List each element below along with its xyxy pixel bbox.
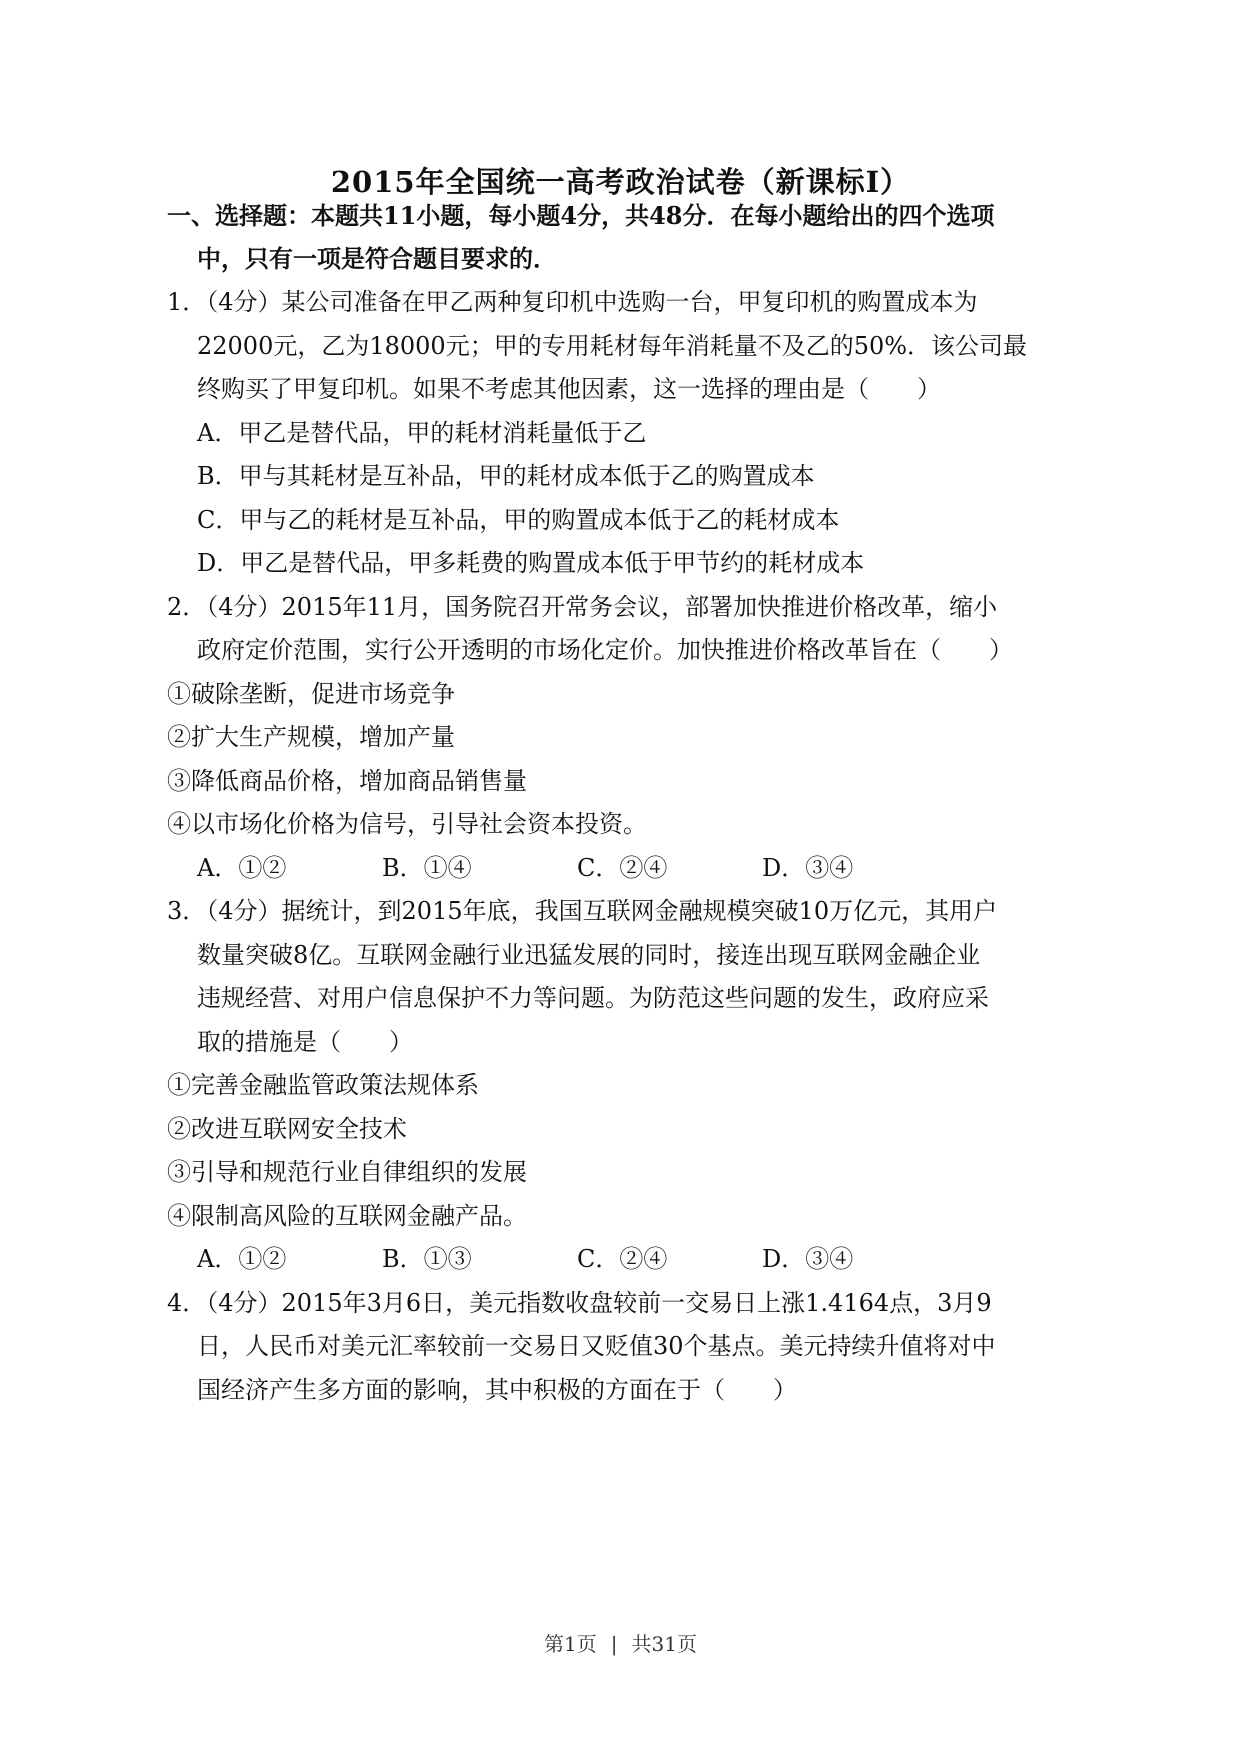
question-3-item-1: ①完善金融监管政策法规体系 bbox=[167, 1071, 479, 1099]
question-4-stem-line: 日，人民币对美元汇率较前一交易日又贬值30个基点。美元持续升值将对中 bbox=[197, 1332, 996, 1360]
question-4-stem-line: 国经济产生多方面的影响，其中积极的方面在于（ ） bbox=[197, 1376, 797, 1404]
section-heading-line-2: 中，只有一项是符合题目要求的． bbox=[197, 244, 557, 273]
question-3-item-4: ④限制高风险的互联网金融产品。 bbox=[167, 1202, 527, 1230]
page-total: 共31页 bbox=[631, 1632, 697, 1656]
question-1-stem-line: 终购买了甲复印机。如果不考虑其他因素，这一选择的理由是（ ） bbox=[197, 375, 941, 403]
question-2-stem-line: 2．（4分）2015年11月，国务院召开常务会议，部署加快推进价格改革，缩小 bbox=[167, 593, 998, 621]
question-2-item-2: ②扩大生产规模，增加产量 bbox=[167, 723, 455, 751]
question-3-stem-line: 数量突破8亿。互联网金融行业迅猛发展的同时，接连出现互联网金融企业 bbox=[197, 941, 981, 969]
question-1-stem-line: 1．（4分）某公司准备在甲乙两种复印机中选购一台，甲复印机的购置成本为 bbox=[167, 288, 978, 316]
question-2-item-1: ①破除垄断，促进市场竞争 bbox=[167, 680, 455, 708]
question-3-item-3: ③引导和规范行业自律组织的发展 bbox=[167, 1158, 527, 1186]
footer-separator: | bbox=[610, 1632, 618, 1656]
question-4-stem-line: 4．（4分）2015年3月6日，美元指数收盘较前一交易日上涨1.4164点，3月9 bbox=[167, 1289, 992, 1317]
question-2-option-a: A．①② bbox=[197, 854, 287, 882]
question-2-item-3: ③降低商品价格，增加商品销售量 bbox=[167, 767, 527, 795]
question-3-option-c: C．②④ bbox=[577, 1245, 668, 1273]
question-3-stem-line: 3．（4分）据统计，到2015年底，我国互联网金融规模突破10万亿元，其用户 bbox=[167, 897, 998, 925]
page-footer bbox=[0, 1628, 1241, 1657]
page-title: 2015年全国统一高考政治试卷（新课标Ⅰ） bbox=[330, 165, 911, 199]
question-1-option-d: D．甲乙是替代品，甲多耗费的购置成本低于甲节约的耗材成本 bbox=[197, 549, 865, 577]
question-3-option-d: D．③④ bbox=[762, 1245, 854, 1273]
question-1-option-a: A．甲乙是替代品，甲的耗材消耗量低于乙 bbox=[197, 419, 647, 447]
question-3-option-b: B．①③ bbox=[382, 1245, 472, 1273]
question-2-stem-line: 政府定价范围，实行公开透明的市场化定价。加快推进价格改革旨在（ ） bbox=[197, 636, 1013, 664]
question-2-option-b: B．①④ bbox=[382, 854, 472, 882]
question-2-item-4: ④以市场化价格为信号，引导社会资本投资。 bbox=[167, 810, 647, 838]
question-1-stem-line: 22000元，乙为18000元；甲的专用耗材每年消耗量不及乙的50%．该公司最 bbox=[197, 332, 1028, 360]
section-heading-line-1: 一、选择题：本题共11小题，每小题4分，共48分．在每小题给出的四个选项 bbox=[167, 201, 995, 230]
page-number: 第1页 bbox=[544, 1632, 597, 1656]
question-3-stem-line: 取的措施是（ ） bbox=[197, 1028, 413, 1056]
question-2-option-d: D．③④ bbox=[762, 854, 854, 882]
question-2-option-c: C．②④ bbox=[577, 854, 668, 882]
question-3-option-a: A．①② bbox=[197, 1245, 287, 1273]
question-1-option-b: B．甲与其耗材是互补品，甲的耗材成本低于乙的购置成本 bbox=[197, 462, 815, 490]
question-3-stem-line: 违规经营、对用户信息保护不力等问题。为防范这些问题的发生，政府应采 bbox=[197, 984, 989, 1012]
question-3-item-2: ②改进互联网安全技术 bbox=[167, 1115, 407, 1143]
question-1-option-c: C．甲与乙的耗材是互补品，甲的购置成本低于乙的耗材成本 bbox=[197, 506, 840, 534]
